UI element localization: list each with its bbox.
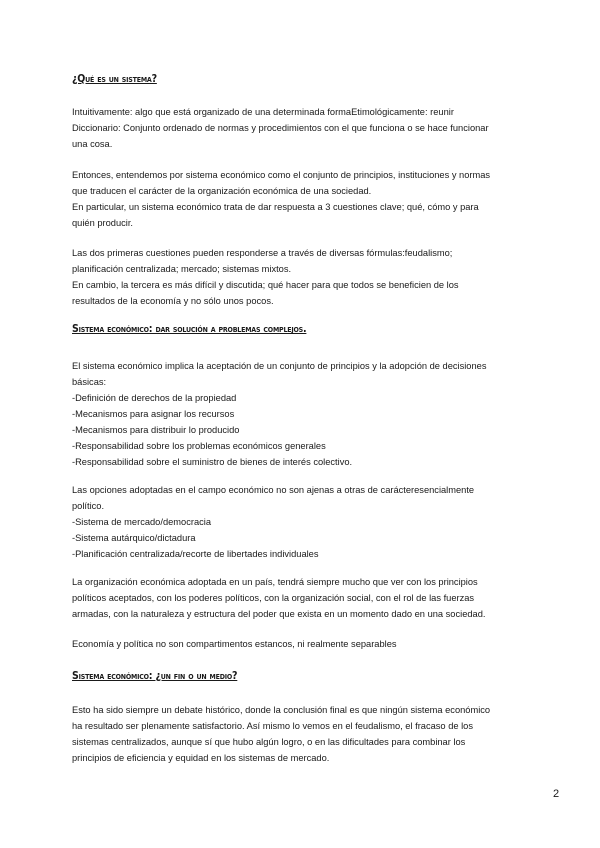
paragraph <box>72 167 532 231</box>
text-line: que traducen el carácter de la organización económica de una sociedad. <box>72 186 372 196</box>
text-line: políticos aceptados, con los poderes políticos, con la organización social, con el rol de las fuerzas <box>72 593 475 603</box>
text-line: Entonces, entendemos por sistema económico como el conjunto de principios, instituciones y normas <box>72 170 491 180</box>
list-item: -Definición de derechos de la propiedad <box>72 393 237 403</box>
text-line: Esto ha sido siempre un debate histórico, donde la conclusión final es que ningún sistema económico <box>72 705 491 715</box>
paragraph <box>72 104 532 152</box>
list-item: -Responsabilidad sobre el suministro de bienes de interés colectivo. <box>72 457 353 467</box>
list-item: -Responsabilidad sobre los problemas económicos generales <box>72 441 326 451</box>
text-line: En cambio, la tercera es más difícil y discutida; qué hacer para que todos se beneficien de los <box>72 280 459 290</box>
paragraph <box>72 245 532 309</box>
page-number: 2 <box>553 788 560 800</box>
text-line: armadas, con la naturaleza y estructura del poder que exista en un momento dado en una sociedad. <box>72 609 486 619</box>
section-heading-que-es-un-sistema: ¿Qué es un sistema? <box>72 73 157 85</box>
paragraph <box>72 358 532 470</box>
text-line: Economía y política no son compartimentos estancos, ni realmente separables <box>72 639 397 649</box>
list-item: -Sistema de mercado/democracia <box>72 517 211 527</box>
text-line: Las dos primeras cuestiones pueden responderse a través de diversas fórmulas:feudalismo; <box>72 248 453 258</box>
list-item: -Planificación centralizada/recorte de libertades individuales <box>72 549 319 559</box>
text-line: resultados de la economía y no sólo unos pocos. <box>72 296 274 306</box>
text-line: Las opciones adoptadas en el campo económico no son ajenas a otras de carácteresencialmente <box>72 485 475 495</box>
text-line: En particular, un sistema económico trata de dar respuesta a 3 cuestiones clave; qué, cómo y para <box>72 202 479 212</box>
text-line: principios de eficiencia y equidad en los sistemas de mercado. <box>72 753 330 763</box>
text-line: planificación centralizada; mercado; sistemas mixtos. <box>72 264 292 274</box>
text-line: Diccionario: Conjunto ordenado de normas y procedimientos con el que funciona o se hace funcionar <box>72 123 489 133</box>
list-item: -Mecanismos para asignar los recursos <box>72 409 235 419</box>
paragraph <box>72 702 532 766</box>
section-heading-dar-solucion: Sistema económico: dar solución a problemas complejos. <box>72 323 307 335</box>
text-line: El sistema económico implica la aceptación de un conjunto de principios y la adopción de decisiones <box>72 361 487 371</box>
text-line: quién producir. <box>72 218 133 228</box>
section-heading-fin-o-medio: Sistema económico: ¿un fin o un medio? <box>72 670 238 682</box>
list-item: -Mecanismos para distribuir lo producido <box>72 425 240 435</box>
paragraph <box>72 636 532 652</box>
text-line: Intuitivamente: algo que está organizado de una determinada formaEtimológicamente: reunir <box>72 107 454 117</box>
text-line: sistemas centralizados, aunque sí que hubo algún logro, o en las dificultades para combinar los <box>72 737 466 747</box>
text-line: básicas: <box>72 377 107 387</box>
text-line: una cosa. <box>72 139 113 149</box>
text-line: político. <box>72 501 105 511</box>
paragraph <box>72 482 532 562</box>
text-line: ha resultado ser plenamente satisfactorio. Así mismo lo vemos en el feudalismo, el fracaso de los <box>72 721 473 731</box>
list-item: -Sistema autárquico/dictadura <box>72 533 196 543</box>
paragraph <box>72 574 532 622</box>
text-line: La organización económica adoptada en un país, tendrá siempre mucho que ver con los principios <box>72 577 478 587</box>
